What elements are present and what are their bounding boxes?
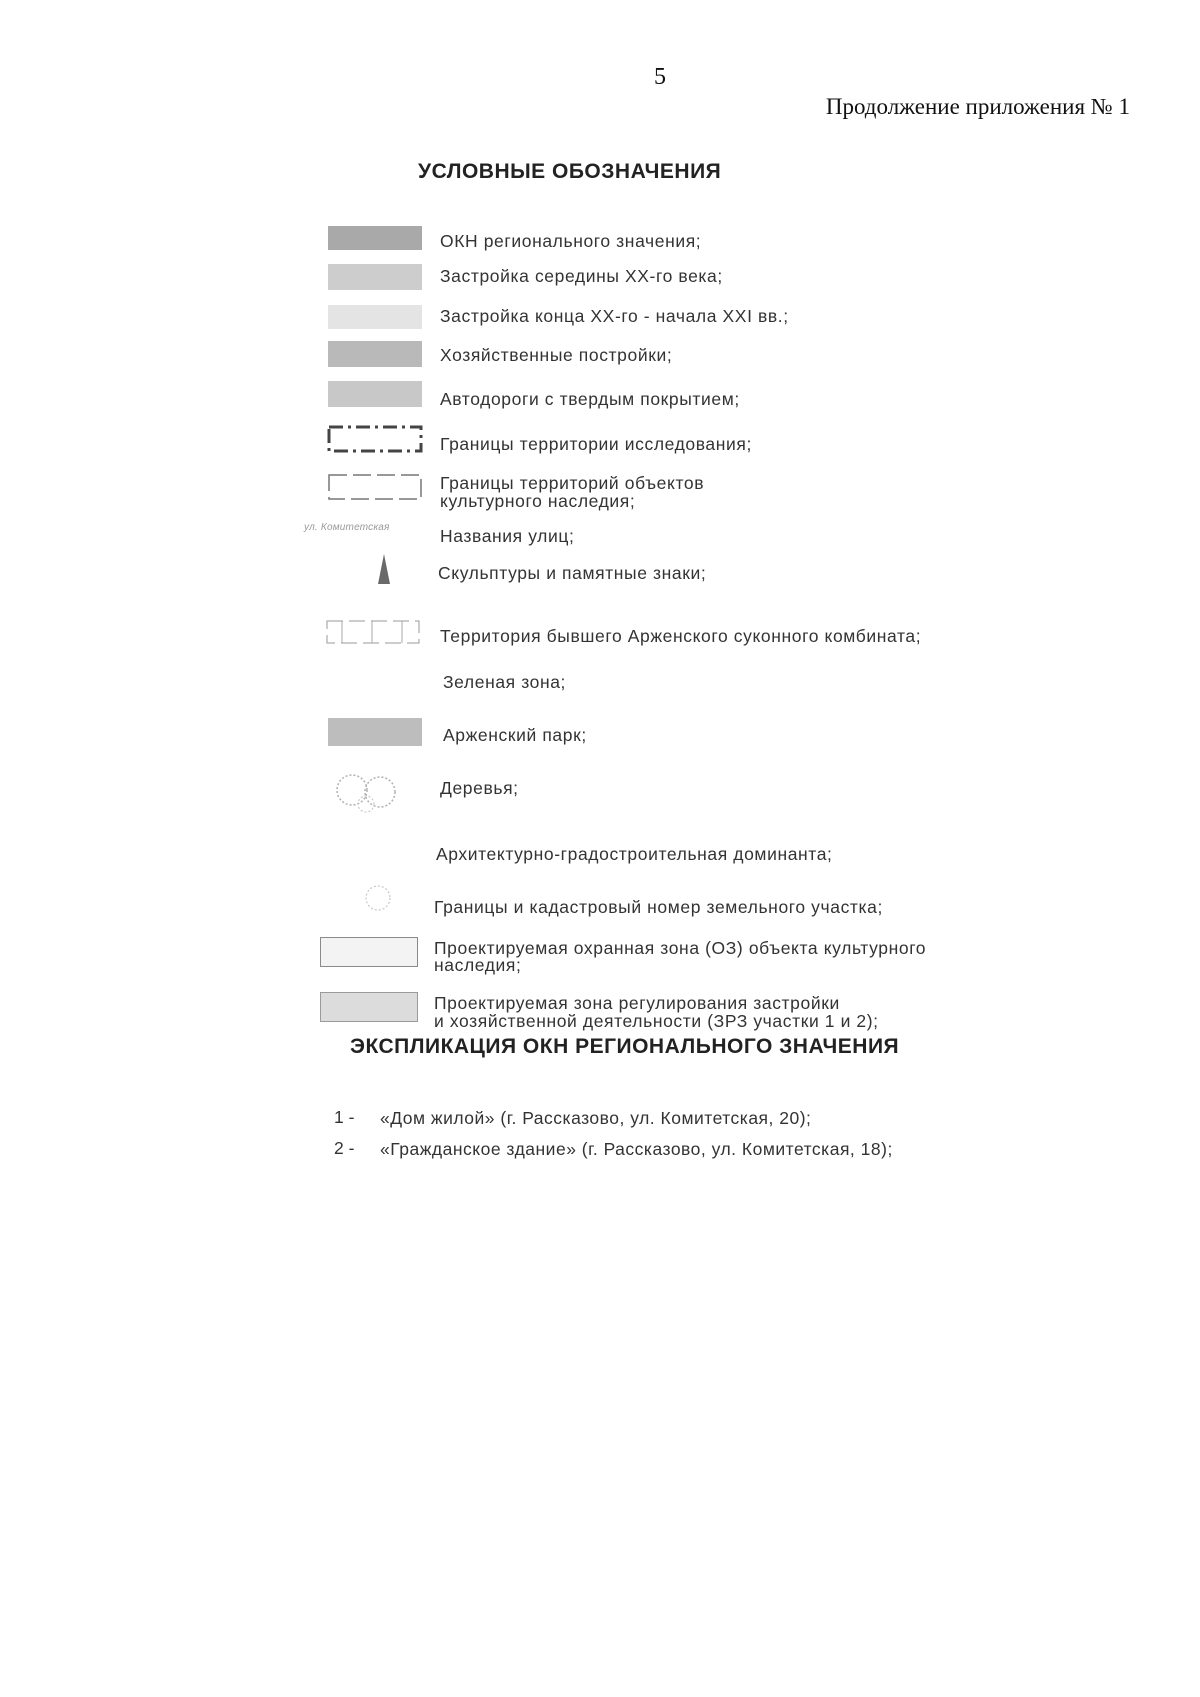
economic-buildings-swatch <box>328 341 422 367</box>
legend-label-protection-zone-line1: Проектируемая охранная зона (ОЗ) объекта культурного <box>434 938 927 958</box>
legend-label-regulation-zone-line2: и хозяйственной деятельности (ЗРЗ участки 1 и 2); <box>434 1011 879 1031</box>
legend-label-regulation-zone-line1: Проектируемая зона регулирования застройки <box>434 993 840 1013</box>
explication-item-1: «Дом жилой» (г. Рассказово, ул. Комитетская, 20); <box>380 1108 812 1128</box>
legend-label-park: Арженский парк; <box>443 725 587 745</box>
legend-label-mid-century: Застройка середины XX-го века; <box>440 266 723 286</box>
legend-label-study-boundary: Границы территории исследования; <box>440 434 752 454</box>
park-swatch <box>328 718 422 746</box>
legend-label-protection-zone-line2: наследия; <box>434 955 522 975</box>
regulation-zone-swatch <box>320 992 418 1022</box>
mid-century-swatch <box>328 264 422 290</box>
cadastral-icon <box>358 880 398 916</box>
legend-label-trees: Деревья; <box>440 778 519 798</box>
protection-zone-swatch <box>320 937 418 967</box>
explication-number-1: 1 - <box>334 1107 355 1127</box>
legend-label-heritage-boundary-line2: культурного наследия; <box>440 491 636 511</box>
trees-icon <box>330 768 410 816</box>
explication-number-2: 2 - <box>334 1138 355 1158</box>
legend-label-heritage-boundary-line1: Границы территорий объектов <box>440 473 705 493</box>
legend-label-cadastral: Границы и кадастровый номер земельного участка; <box>434 897 883 917</box>
explication-title: ЭКСПЛИКАЦИЯ ОКН РЕГИОНАЛЬНОГО ЗНАЧЕНИЯ <box>350 1035 900 1058</box>
roads-swatch <box>328 381 422 407</box>
appendix-label: Продолжение приложения № 1 <box>825 94 1130 119</box>
legend-title: УСЛОВНЫЕ ОБОЗНАЧЕНИЯ <box>418 160 722 183</box>
legend-label-mill-territory: Территория бывшего Арженского суконного комбината; <box>440 626 922 646</box>
explication-item-2: «Гражданское здание» (г. Рассказово, ул. Комитетская, 18); <box>380 1139 893 1159</box>
street-name-sample: ул. Комитетская <box>304 522 390 533</box>
okn-swatch <box>328 226 422 250</box>
legend-label-okn: ОКН регионального значения; <box>440 231 702 251</box>
legend-label-dominant: Архитектурно-градостроительная доминанта; <box>436 844 833 864</box>
page-number: 5 <box>654 64 666 90</box>
late-century-swatch <box>328 305 422 329</box>
legend-label-green-zone: Зеленая зона; <box>443 672 567 692</box>
legend-label-street-names: Названия улиц; <box>440 526 575 546</box>
study-boundary-icon <box>326 424 426 456</box>
legend-label-roads: Автодороги с твердым покрытием; <box>440 389 740 409</box>
mill-territory-boundary-icon <box>324 618 424 648</box>
heritage-boundary-icon <box>326 472 426 504</box>
legend-label-economic-buildings: Хозяйственные постройки; <box>440 345 673 365</box>
monument-icon <box>374 552 394 586</box>
legend-label-monuments: Скульптуры и памятные знаки; <box>438 563 707 583</box>
legend-label-late-century: Застройка конца XX-го - начала XXI вв.; <box>440 306 789 326</box>
